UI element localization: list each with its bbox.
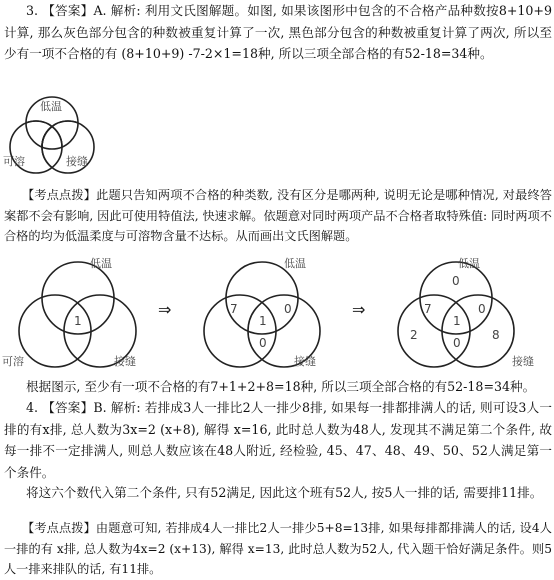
region-center: 1 xyxy=(74,314,82,328)
label-top: 低温 xyxy=(90,257,112,270)
venn-diagram-2 xyxy=(188,253,338,373)
q3-answer-paragraph: 3. 【答案】A. 解析: 利用文氏图解题。如图, 如果该图形中包含的不合格产品种数按8+10+9计算, 那么灰色部分包含的种数被重复计算了一次, 黑色部分包含的种数被重复计算了两次, 所以至少有一项不合格的有 (8+10+9) -7-2×1=18种, 所以三项全部合格的有52-18=34种。 xyxy=(4,3,552,61)
region-right-top: 0 xyxy=(284,302,292,316)
label-right: 接缝 xyxy=(114,355,136,368)
region-right-top: 0 xyxy=(478,302,486,316)
q4-tip-paragraph: 【考点点拨】由题意可知, 若排成4人一排比2人一排少5+8=13排, 如果每排都排满人的话, 设4人一排的有 x排, 总人数为4x=2 (x+13), 解得 x=13, 此时总人数为52人, 代入题干恰好满足条件。则5人一排来排队的话, 有11排。 xyxy=(4,521,552,576)
label-left: 可溶 xyxy=(2,355,24,368)
label-top: 低温 xyxy=(284,257,306,270)
q3-conclusion: 根据图示, 至少有一项不合格的有7+1+2+8=18种, 所以三项全部合格的有52-18=34种。 xyxy=(26,379,536,394)
region-bottom: 0 xyxy=(453,336,461,350)
q4-paragraph-2: 将这六个数代入第二个条件, 只有52满足, 因此这个班有52人, 按5人一排的话, 需要排11排。 xyxy=(26,485,543,500)
q3-tip-paragraph: 【考点点拨】此题只告知两项不合格的种类数, 没有区分是哪两种, 说明无论是哪种情况, 对最终答案都不会有影响, 因此可使用特值法, 快速求解。依题意对同时两项产品不合格者取特殊值: 同时两项不合格的均为低温柔度与可溶物含量不达标。从而画出文氏图解题。 xyxy=(4,188,552,243)
region-left: 2 xyxy=(410,328,418,342)
venn-diagram-1 xyxy=(0,253,150,373)
region-left-top: 7 xyxy=(424,302,432,316)
arrow-2: ⇒ xyxy=(352,300,366,319)
label-right: 接缝 xyxy=(512,355,534,368)
region-center: 1 xyxy=(453,314,461,328)
label-left: 可溶 xyxy=(3,155,25,168)
region-top: 0 xyxy=(452,274,460,288)
label-right: 接缝 xyxy=(294,355,316,368)
label-top: 低温 xyxy=(40,100,62,113)
region-right: 8 xyxy=(492,328,500,342)
q4-answer-paragraph: 4. 【答案】B. 解析: 若排成3人一排比2人一排少8排, 如果每一排都排满人的话, 则可设3人一排的有x排, 总人数为3x=2 (x+8), 解得 x=16, 此时总人数为48人, 发现其不满足第二个条件, 故每一排不一定排满人, 则总人数应该在48人附近, 经检验, 45、47、48、49、50、52人满足第一个条件。 xyxy=(4,400,552,480)
label-top: 低温 xyxy=(458,257,480,270)
venn-diagram-3 xyxy=(380,253,552,373)
region-center: 1 xyxy=(259,314,267,328)
arrow-1: ⇒ xyxy=(158,300,172,319)
label-right: 接缝 xyxy=(66,155,88,168)
region-left-top: 7 xyxy=(230,302,238,316)
region-bottom: 0 xyxy=(259,336,267,350)
venn-diagram-small xyxy=(0,90,110,180)
